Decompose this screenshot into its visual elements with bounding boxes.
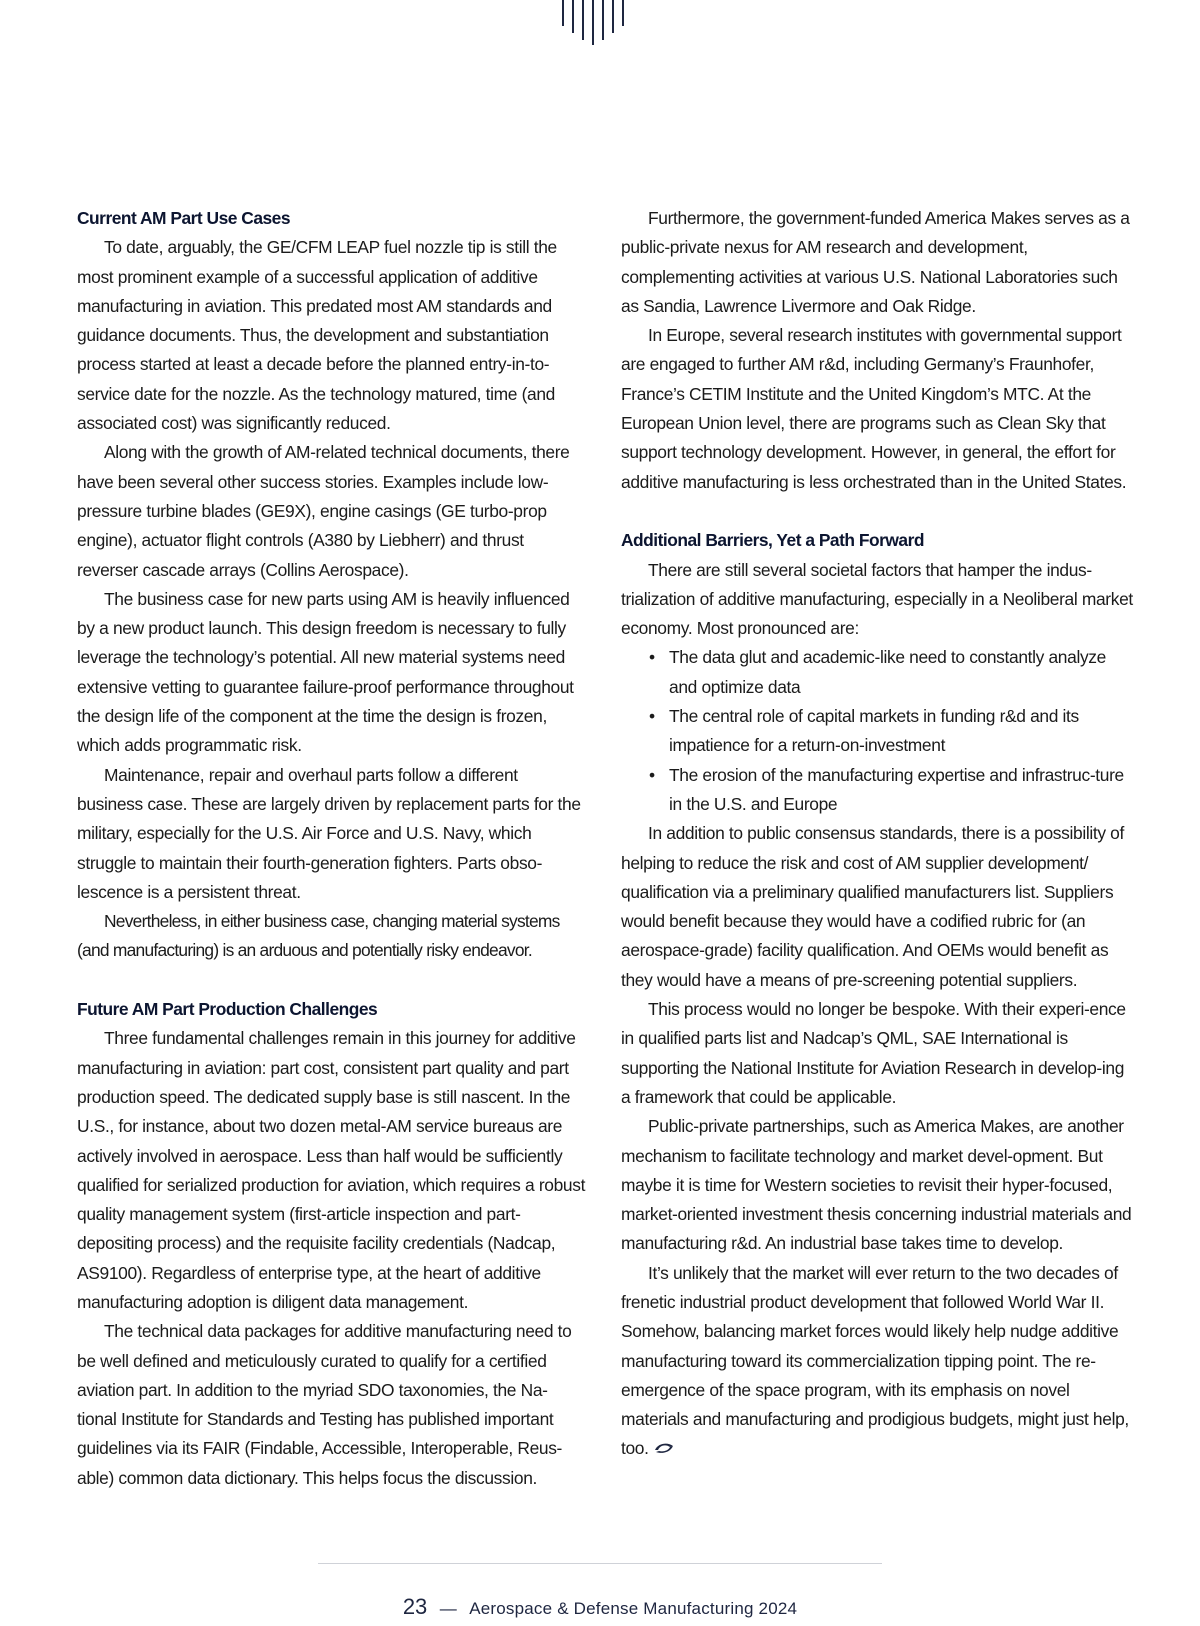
list-item: [621, 702, 1133, 761]
section-gap: [621, 497, 1133, 526]
list-item: [621, 761, 1133, 820]
list-item-text: The central role of capital markets in funding r&d and its impatience for a return-on-investment: [669, 706, 1079, 756]
paragraph: There are still several societal factors that hamper the indus-trialization of additive manufacturing, especially in a Neoliberal market economy. Most pronounced are:: [621, 559, 1133, 639]
list-item-text: The data glut and academic-like need to constantly analyze and optimize data: [669, 647, 1106, 697]
paragraph: To date, arguably, the GE/CFM LEAP fuel nozzle tip is still the most prominent example of a successful application of additive manufacturing in aviation. This predated most AM standards and guidance documents. Thus, the development and substantiation process started at least a decade before the planned entry-in-to-service date for the nozzle. As the technology matured, time (and associated cost) was significantly reduced.: [77, 237, 557, 434]
header-lines-decoration: [560, 0, 640, 48]
heading-current-use-cases: Current AM Part Use Cases: [77, 208, 291, 228]
page-number: 23: [402, 1594, 428, 1619]
right-column: [621, 204, 1133, 1464]
paragraph-final: [621, 1259, 1133, 1464]
paragraph: Three fundamental challenges remain in this journey for additive manufacturing in aviation: part cost, consistent part quality and part production speed. The dedicated supply base is still nascent. In the U.S., for instance, about two dozen metal-AM service bureaus are actively involved in aerospace. Less than half would be sufficiently qualified for serialized production for aviation, which requires a robust quality management system (first-article inspection and part-depositing process) and the requisite facility credentials (Nadcap, AS9100). Regardless of enterprise type, at the heart of additive manufacturing adoption is diligent data management.: [77, 1028, 586, 1312]
paragraph: Nevertheless, in either business case, changing material systems (and manufacturing) is an arduous and potentially risky endeavor.: [77, 911, 560, 961]
paragraph: Public-private partnerships, such as America Makes, are another mechanism to facilitate technology and market devel-opment. But maybe it is time for Western societies to revisit their hyper-focused, market-oriented investment thesis concerning industrial materials and manufacturing r&d. An industrial base takes time to develop.: [621, 1116, 1132, 1254]
paragraph: The business case for new parts using AM is heavily influenced by a new product launch. This design freedom is necessary to fully leverage the technology’s potential. All new material systems need extensive vetting to guarantee failure-proof performance throughout the design life of the component at the time the design is frozen, which adds programmatic risk.: [77, 588, 574, 756]
heading-additional-barriers: Additional Barriers, Yet a Path Forward: [621, 530, 924, 551]
page-footer: [0, 1594, 1200, 1623]
bullet-icon: •: [649, 706, 655, 727]
paragraph: Maintenance, repair and overhaul parts follow a different business case. These are largely driven by replacement parts for the military, especially for the U.S. Air Force and U.S. Navy, which struggle to maintain their fourth-generation fighters. Parts obso-lescence is a persistent threat.: [77, 764, 581, 902]
heading-future-challenges: Future AM Part Production Challenges: [77, 999, 378, 1020]
publication-title: Aerospace & Defense Manufacturing 2024: [469, 1599, 798, 1618]
footer-dash: —: [439, 1599, 457, 1618]
list-item-text: The erosion of the manufacturing expertise and infrastruc-ture in the U.S. and Europe: [669, 764, 1124, 814]
paragraph-text: It’s unlikely that the market will ever return to the two decades of frenetic industrial product development that followed World War II. Somehow, balancing market forces would likely help nudge additive manufacturing toward its commercialization tipping point. The re-emergence of the space program, with its emphasis on novel materials and manufacturing and prodigious budgets, might just help, too.: [621, 1262, 1129, 1459]
section-gap: [77, 966, 587, 995]
bullet-icon: •: [649, 764, 655, 785]
end-of-article-icon: [653, 1441, 675, 1455]
paragraph: The technical data packages for additive manufacturing need to be well defined and meticulously curated to qualify for a certified aviation part. In addition to the myriad SDO taxonomies, the Na-tional Institute for Standards and Testing has published important guidelines via its FAIR (Findable, Accessible, Interoperable, Reus-able) common data dictionary. This helps focus the discussion.: [77, 1321, 572, 1488]
footer-divider: [318, 1563, 882, 1564]
paragraph: This process would no longer be bespoke. With their experi-ence in qualified parts list and Nadcap’s QML, SAE International is supporting the National Institute for Aviation Research in develop-ing a framework that could be applicable.: [621, 999, 1126, 1107]
left-column: [77, 204, 587, 1493]
list-item: [621, 643, 1133, 702]
bullet-icon: •: [649, 647, 655, 668]
paragraph: Furthermore, the government-funded America Makes serves as a public-private nexus for AM research and development, complementing activities at various U.S. National Laboratories such as Sandia, Lawrence Livermore and Oak Ridge.: [621, 208, 1130, 316]
paragraph: Along with the growth of AM-related technical documents, there have been several other success stories. Examples include low-pressure turbine blades (GE9X), engine casings (GE turbo-prop engine), actuator flight controls (A380 by Liebherr) and thrust reverser cascade arrays (Collins Aerospace).: [77, 442, 570, 580]
paragraph: In Europe, several research institutes with governmental support are engaged to further AM r&d, including Germany’s Fraunhofer, France’s CETIM Institute and the United Kingdom’s MTC. At the European Union level, there are programs such as Clean Sky that support technology development. However, in general, the effort for additive manufacturing is less orchestrated than in the United States.: [621, 325, 1127, 492]
barriers-list: [621, 643, 1133, 819]
paragraph: In addition to public consensus standards, there is a possibility of helping to reduce the risk and cost of AM supplier development/ qualification via a preliminary qualified manufacturers list. Suppliers would benefit because they would have a codified rubric for (an aerospace-grade) facility qualification. And OEMs would benefit as they would have a means of pre-screening potential suppliers.: [621, 823, 1124, 990]
